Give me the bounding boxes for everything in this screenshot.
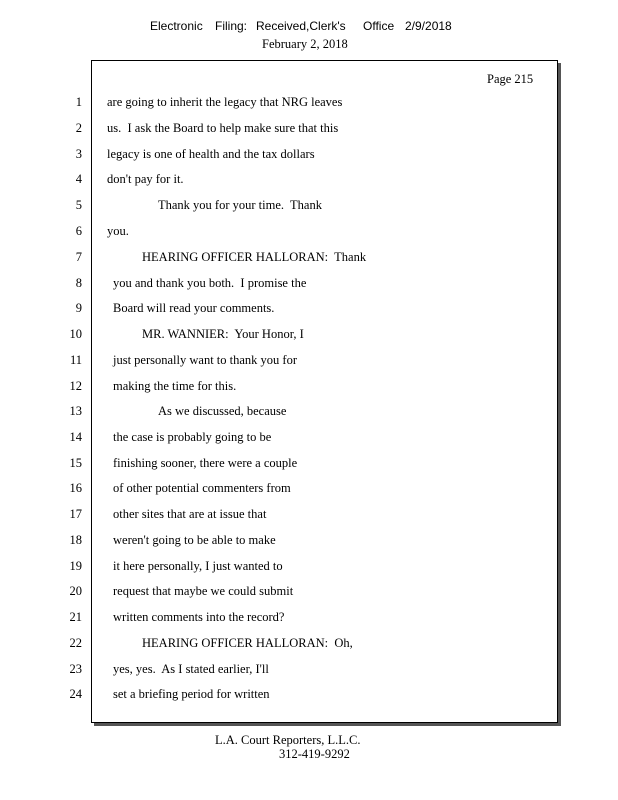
line-text: of other potential commenters from <box>113 481 291 495</box>
line-number: 18 <box>69 533 82 547</box>
line-number: 23 <box>69 662 82 676</box>
line-text: legacy is one of health and the tax dollars <box>107 147 315 161</box>
stamp-received: Received,Clerk's <box>256 19 346 33</box>
page-number: Page 215 <box>487 72 534 86</box>
line-text: MR. WANNIER: Your Honor, I <box>142 327 304 341</box>
line-text: HEARING OFFICER HALLORAN: Thank <box>142 250 367 264</box>
hearing-date: February 2, 2018 <box>262 37 348 51</box>
line-text: making the time for this. <box>113 379 237 393</box>
line-number: 21 <box>69 610 82 624</box>
line-text: weren't going to be able to make <box>113 533 276 547</box>
line-text: just personally want to thank you for <box>113 353 297 367</box>
line-number: 3 <box>75 147 82 161</box>
line-text: don't pay for it. <box>107 172 184 186</box>
line-number: 17 <box>69 507 82 521</box>
line-number: 24 <box>69 687 82 701</box>
line-number: 8 <box>75 276 82 290</box>
line-text: us. I ask the Board to help make sure that this <box>107 121 339 135</box>
line-number: 7 <box>75 250 82 264</box>
line-number: 20 <box>69 584 82 598</box>
reporter-company: L.A. Court Reporters, L.L.C. <box>215 733 361 747</box>
line-number: 5 <box>75 198 82 212</box>
line-text: Board will read your comments. <box>113 301 275 315</box>
line-text: other sites that are at issue that <box>113 507 267 521</box>
line-text: Thank you for your time. Thank <box>158 198 322 212</box>
line-number: 15 <box>69 456 82 470</box>
line-number: 1 <box>75 95 82 109</box>
stamp-filing: Filing: <box>215 19 248 33</box>
line-text: request that maybe we could submit <box>113 584 294 598</box>
line-text: written comments into the record? <box>113 610 285 624</box>
line-text: As we discussed, because <box>158 404 287 418</box>
line-number: 22 <box>69 636 82 650</box>
stamp-electronic: Electronic <box>150 19 203 33</box>
line-number: 11 <box>69 353 82 367</box>
line-number: 16 <box>69 481 82 495</box>
line-number: 2 <box>75 121 82 135</box>
line-number: 4 <box>75 172 82 186</box>
line-text: you. <box>107 224 129 238</box>
line-text: it here personally, I just wanted to <box>113 559 283 573</box>
line-number: 9 <box>75 301 82 315</box>
line-number: 10 <box>69 327 82 341</box>
line-number: 14 <box>69 430 82 444</box>
stamp-office: Office <box>363 19 395 33</box>
line-text: yes, yes. As I stated earlier, I'll <box>113 662 269 676</box>
line-number: 19 <box>69 559 82 573</box>
line-text: you and thank you both. I promise the <box>113 276 307 290</box>
line-number: 12 <box>69 379 82 393</box>
line-number: 13 <box>69 404 82 418</box>
reporter-phone: 312-419-9292 <box>279 747 350 761</box>
line-text: are going to inherit the legacy that NRG leaves <box>107 95 343 109</box>
line-text: finishing sooner, there were a couple <box>113 456 298 470</box>
line-text: the case is probably going to be <box>113 430 272 444</box>
line-text: HEARING OFFICER HALLORAN: Oh, <box>142 636 353 650</box>
line-text: set a briefing period for written <box>113 687 270 701</box>
line-number: 6 <box>75 224 82 238</box>
stamp-date: 2/9/2018 <box>405 19 452 33</box>
